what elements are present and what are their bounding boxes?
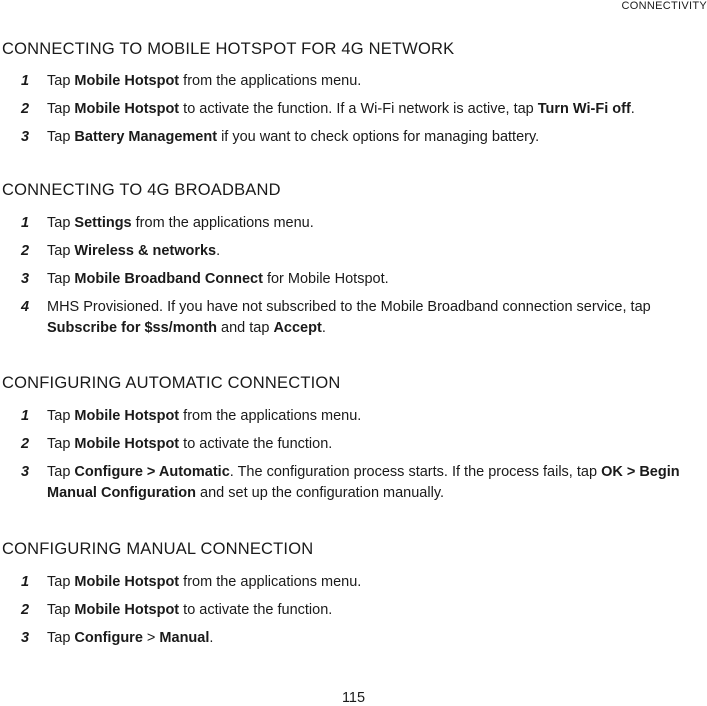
ui-term: Manual	[159, 630, 210, 646]
step-number: 3	[21, 129, 30, 145]
step-number: 2	[21, 243, 30, 259]
step-number: 3	[21, 271, 30, 287]
step-text: Tap	[47, 73, 75, 89]
ui-term: OK > Begin Manual Configuration	[47, 464, 680, 501]
step-item	[2, 462, 692, 504]
step-text: Tap	[47, 215, 75, 231]
step-text: .	[630, 101, 635, 117]
step-item	[2, 99, 702, 120]
section-mobile-hotspot-4g	[2, 39, 702, 148]
ui-term: Mobile Hotspot	[74, 602, 180, 618]
section-heading: CONFIGURING MANUAL CONNECTION	[2, 540, 314, 558]
ui-term: Mobile Broadband Connect	[74, 271, 263, 287]
step-item	[2, 406, 702, 427]
step-text: to activate the function. If a Wi-Fi network is active, tap	[179, 101, 538, 117]
step-text: Tap	[47, 464, 75, 480]
step-text: Tap	[47, 271, 75, 287]
step-number: 1	[21, 574, 30, 590]
step-item	[2, 71, 702, 92]
step-text: to activate the function.	[179, 436, 333, 452]
ui-term: Mobile Hotspot	[74, 73, 180, 89]
step-text: from the applications menu.	[179, 574, 362, 590]
step-text: from the applications menu.	[179, 73, 362, 89]
step-item	[2, 241, 702, 262]
section-4g-broadband	[2, 180, 702, 339]
step-item	[2, 628, 702, 649]
step-number: 3	[21, 464, 30, 480]
step-text: to activate the function.	[179, 602, 333, 618]
step-number: 3	[21, 630, 30, 646]
step-list	[2, 213, 702, 339]
step-text: Tap	[47, 574, 75, 590]
step-item	[2, 434, 702, 455]
step-text: and tap	[217, 320, 274, 336]
ui-term: Configure > Automatic	[74, 464, 230, 480]
step-number: 1	[21, 73, 30, 89]
step-text: .	[216, 243, 221, 259]
step-list	[2, 406, 702, 504]
step-text: if you want to check options for managing battery.	[217, 129, 540, 145]
step-item	[2, 213, 702, 234]
step-text: Tap	[47, 630, 75, 646]
ui-term: Accept	[273, 320, 322, 336]
step-text: . The configuration process starts. If the process fails, tap	[229, 464, 602, 480]
step-number: 4	[21, 299, 30, 315]
step-text: Tap	[47, 602, 75, 618]
step-text: from the applications menu.	[179, 408, 362, 424]
step-list	[2, 71, 702, 148]
step-text: Tap	[47, 243, 75, 259]
section-heading: CONFIGURING AUTOMATIC CONNECTION	[2, 374, 341, 392]
step-number: 2	[21, 602, 30, 618]
step-text: Tap	[47, 436, 75, 452]
step-number: 1	[21, 408, 30, 424]
step-text: >	[142, 630, 160, 646]
section-heading: CONNECTING TO MOBILE HOTSPOT FOR 4G NETWORK	[2, 40, 455, 58]
ui-term: Subscribe for $ss/month	[47, 320, 218, 336]
step-text: for Mobile Hotspot.	[262, 271, 389, 287]
section-heading: CONNECTING TO 4G BROADBAND	[2, 181, 281, 199]
step-list	[2, 572, 702, 649]
step-item	[2, 127, 702, 148]
step-number: 2	[21, 101, 30, 117]
ui-term: Wireless & networks	[74, 243, 217, 259]
step-number: 2	[21, 436, 30, 452]
section-manual-connection	[2, 539, 702, 649]
ui-term: Configure	[74, 630, 143, 646]
step-text: MHS Provisioned. If you have not subscribed to the Mobile Broadband connection service, tap	[47, 299, 651, 315]
ui-term: Mobile Hotspot	[74, 574, 180, 590]
step-number: 1	[21, 215, 30, 231]
step-text: Tap	[47, 101, 75, 117]
step-item	[2, 572, 702, 593]
section-automatic-connection	[2, 373, 702, 504]
step-item	[2, 269, 702, 290]
running-header: CONNECTIVITY	[621, 0, 707, 12]
step-text: Tap	[47, 408, 75, 424]
ui-term: Mobile Hotspot	[74, 408, 180, 424]
ui-term: Mobile Hotspot	[74, 101, 180, 117]
ui-term: Mobile Hotspot	[74, 436, 180, 452]
ui-term: Turn Wi-Fi off	[537, 101, 631, 117]
page-number: 115	[341, 690, 366, 706]
step-item	[2, 297, 667, 339]
step-text: .	[209, 630, 214, 646]
step-text: .	[321, 320, 326, 336]
step-text: and set up the configuration manually.	[196, 485, 445, 501]
ui-term: Settings	[74, 215, 132, 231]
step-text: from the applications menu.	[131, 215, 314, 231]
ui-term: Battery Management	[74, 129, 218, 145]
step-item	[2, 600, 702, 621]
step-text: Tap	[47, 129, 75, 145]
